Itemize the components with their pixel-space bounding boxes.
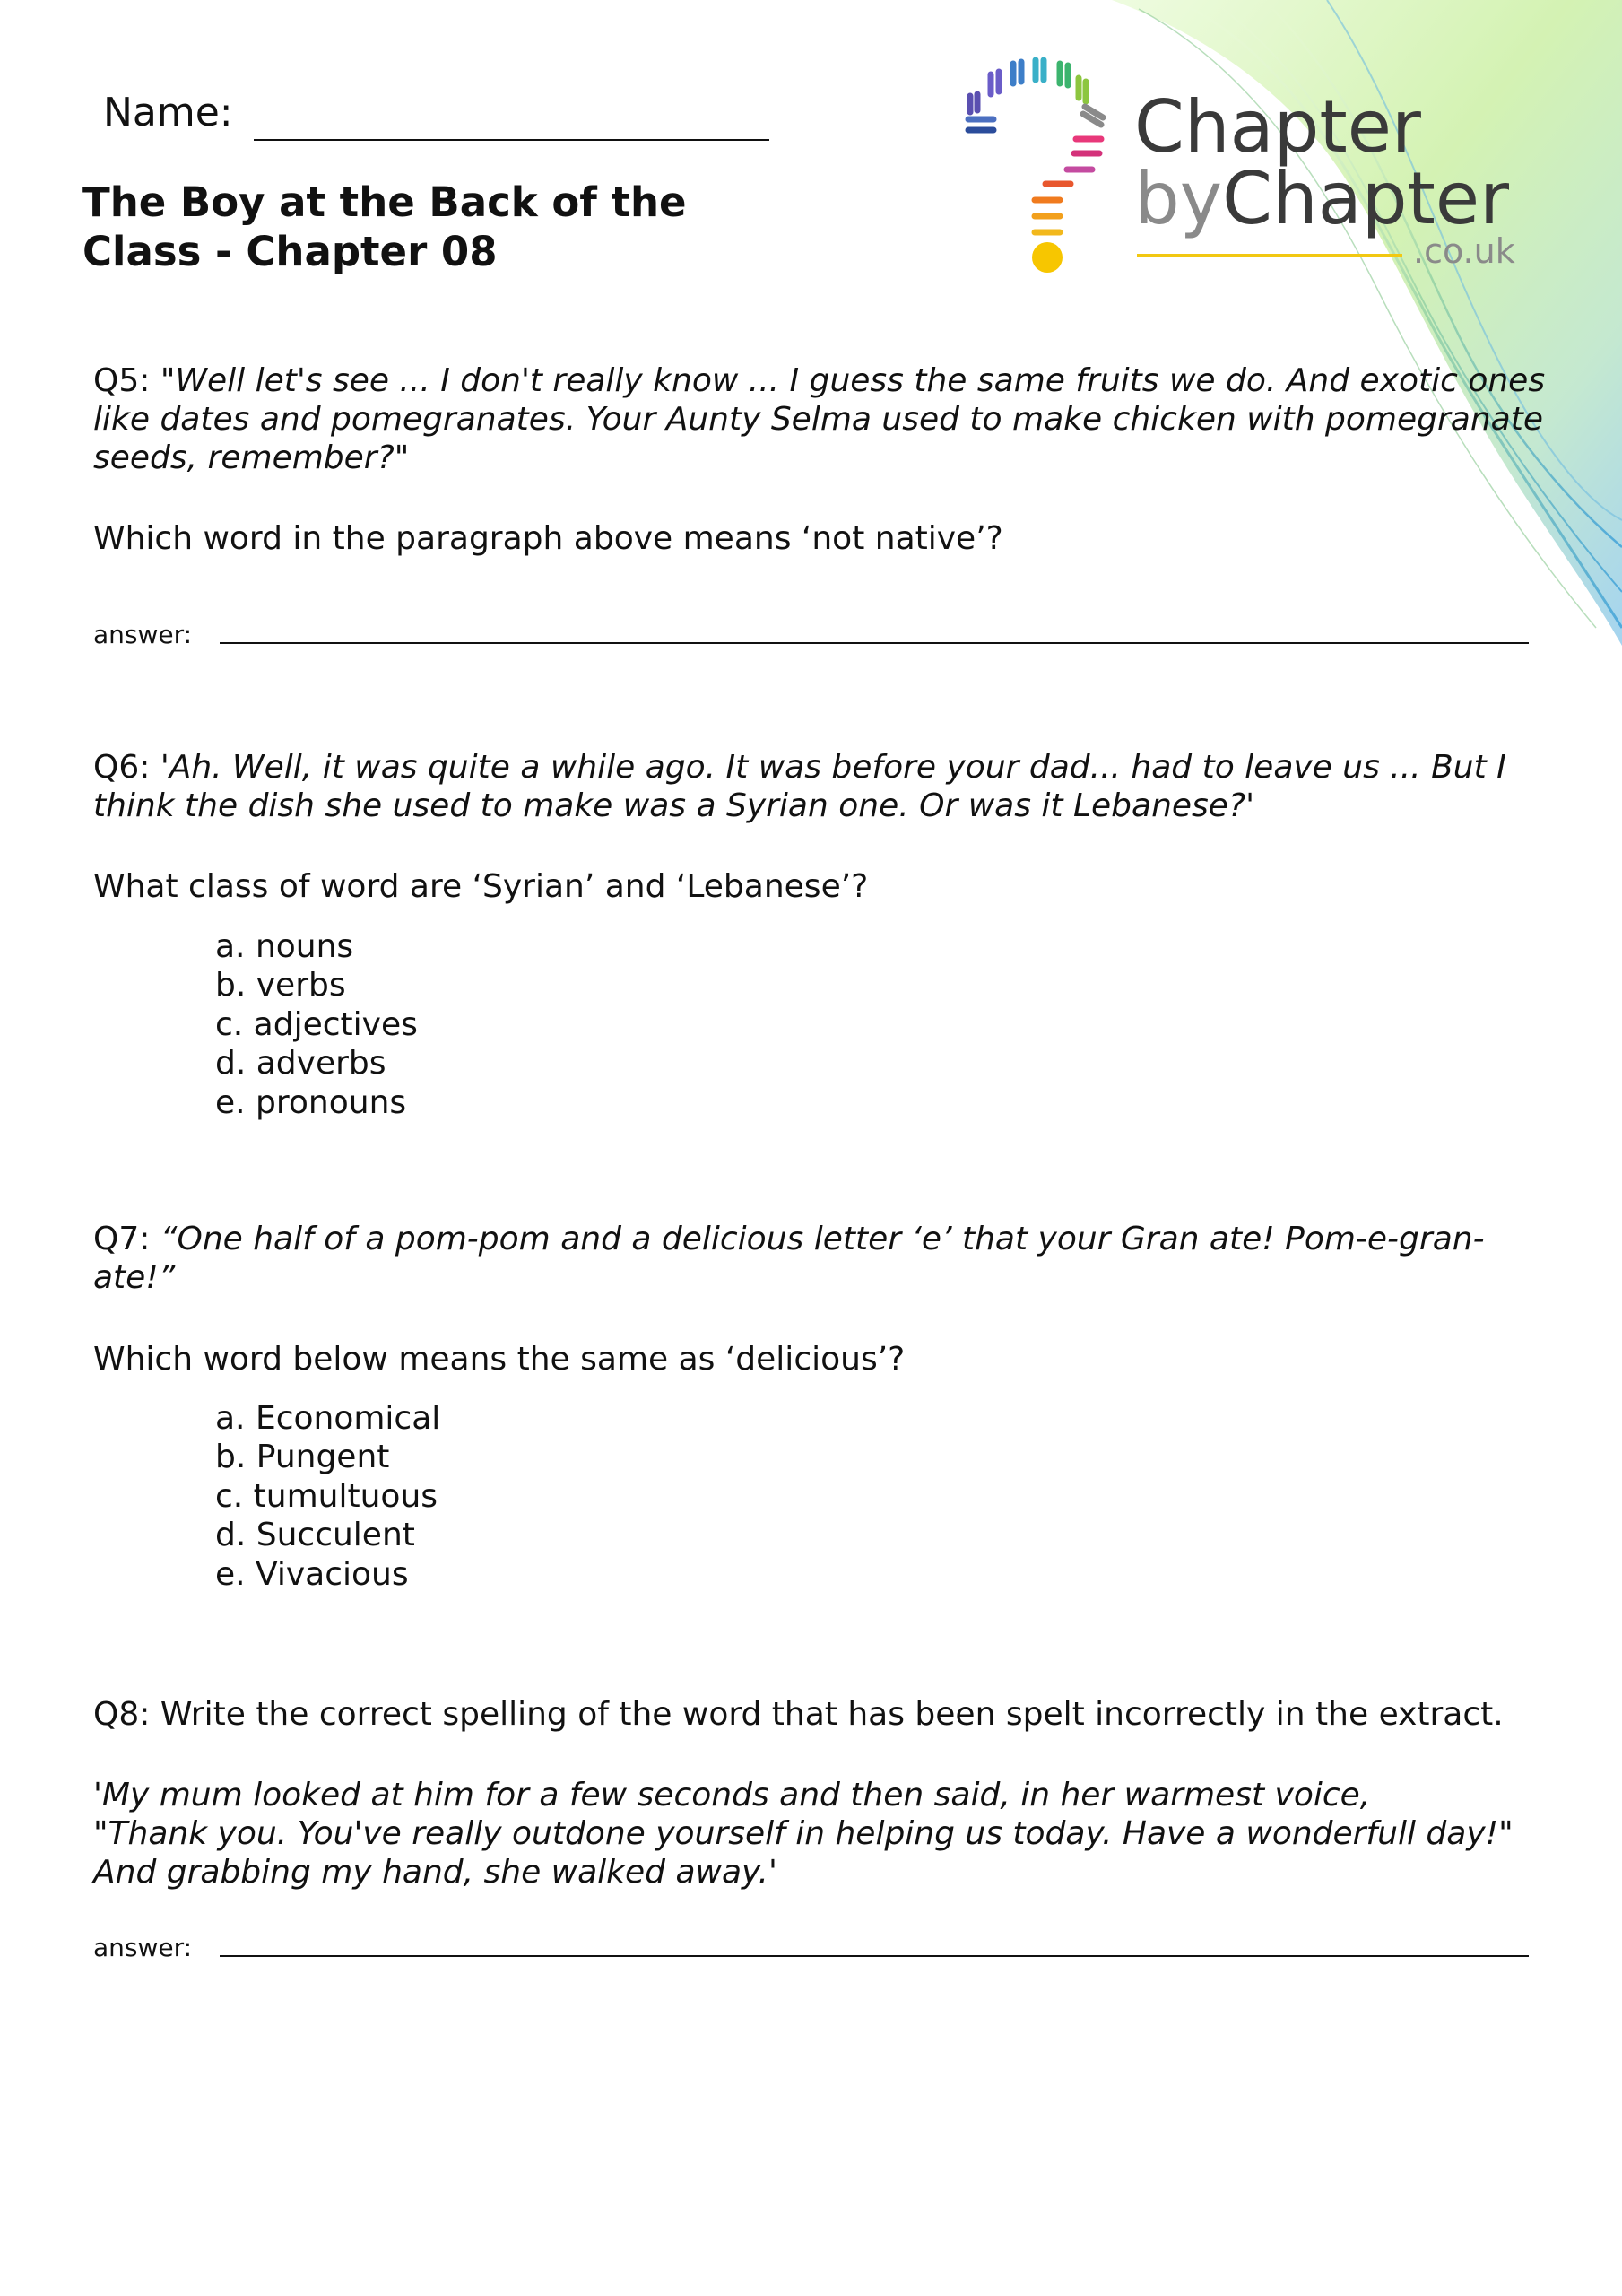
question-8-extract [93,1776,1546,1892]
brand-wordmark-bychapter [1134,157,1509,240]
question-8-answer-line[interactable] [220,1955,1529,1957]
option-c[interactable]: c. tumultuous [215,1477,438,1515]
question-7-quote: “One half of a pom-pom and a delicious letter ‘e’ that your Gran ate! Pom-e-gran-ate!” [93,1221,1485,1296]
extract-line: "Thank you. You've really outdone yourself in helping us today. Have a wonderfull day!" [93,1815,1514,1852]
question-8-answer-label: answer: [93,1933,193,1962]
question-5-text [93,361,1546,477]
question-7-prompt: Which word below means the same as ‘delicious’? [93,1341,906,1378]
option-e[interactable]: e. Vivacious [215,1555,409,1593]
brand-chapter: Chapter [1222,157,1509,240]
question-6-number: Q6: [93,749,151,786]
question-8-number: Q8: [93,1696,151,1733]
option-c[interactable]: c. adjectives [215,1005,418,1043]
brand-by: by [1134,157,1223,240]
question-7-text [93,1220,1546,1297]
question-7-number: Q7: [93,1221,151,1257]
question-8-text [93,1695,1546,1734]
option-a[interactable]: a. Economical [215,1400,441,1437]
brand-domain: .co.uk [1413,231,1515,271]
option-d[interactable]: d. adverbs [215,1045,386,1083]
option-d[interactable]: d. Succulent [215,1517,415,1554]
page-title: The Boy at the Back of the Class - Chapter 08 [82,178,687,275]
question-5-prompt: Which word in the paragraph above means ‘not native’? [93,520,1003,557]
extract-line: And grabbing my hand, she walked away.' [93,1854,777,1891]
question-5-answer-label: answer: [93,620,193,649]
question-5-answer-line[interactable] [220,642,1529,644]
question-7-options [215,1399,440,1594]
question-6-prompt: What class of word are ‘Syrian’ and ‘Lebanese’? [93,868,869,905]
option-e[interactable]: e. pronouns [215,1083,407,1121]
book-arc-logo-icon [950,49,1130,318]
extract-line: 'My mum looked at him for a few seconds and then said, in her warmest voice, [93,1777,1371,1813]
option-a[interactable]: a. nouns [215,928,354,965]
question-8-prompt: Write the correct spelling of the word that has been spelt incorrectly in the extract. [160,1696,1504,1733]
option-b[interactable]: b. Pungent [215,1439,390,1476]
name-label: Name: [103,90,233,135]
name-field-line[interactable] [254,139,769,141]
brand-underline [1137,254,1402,257]
question-6-quote: 'Ah. Well, it was quite a while ago. It was before your dad... had to leave us ... But I think the dish she used to make was a Syrian one. Or was it Lebanese?' [93,749,1506,824]
question-6-text [93,748,1546,825]
option-b[interactable]: b. verbs [215,967,346,1004]
brand-wordmark-chapter: Chapter [1134,85,1421,169]
question-5-quote: "Well let's see ... I don't really know ... I guess the same fruits we do. And exotic ones like dates and pomegranates. Your Aunty Selma used to make chicken with pomegranate seeds, remember?" [93,362,1546,476]
question-5-number: Q5: [93,362,151,399]
question-6-options [215,927,418,1122]
